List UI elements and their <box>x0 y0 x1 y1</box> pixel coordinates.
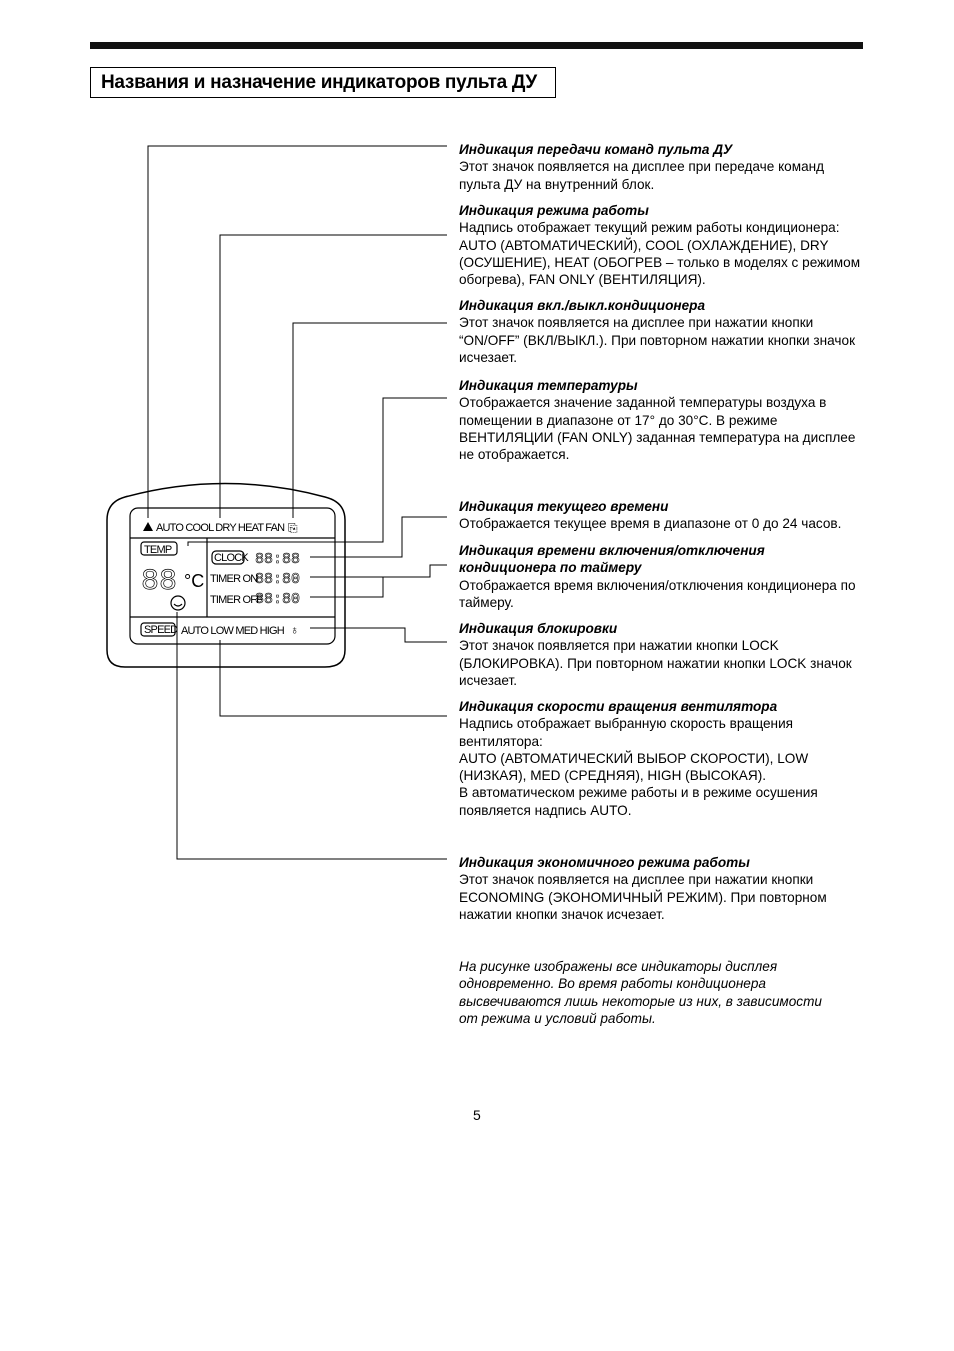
mode-indicators: AUTO COOL DRY HEAT FAN <box>156 522 285 534</box>
item-text: Этот значок появляется на дисплее при передаче команд пульта ДУ на внутренний блок. <box>459 159 825 192</box>
page-number: 5 <box>473 1107 481 1123</box>
item-temperature <box>459 377 869 463</box>
timer-on-digits: 88:80 <box>255 571 301 588</box>
item-timer-text <box>459 577 869 612</box>
item-heading: Индикация экономичного режима работы <box>459 855 750 870</box>
item-heading: Индикация температуры <box>459 378 638 393</box>
item-text: Этот значок появляется при нажатии кнопки LOCK (БЛОКИРОВКА). При повторном нажатии кнопки LOCK значок исчезает. <box>459 638 852 688</box>
temp-label: TEMP <box>144 544 172 556</box>
item-mode <box>459 202 869 288</box>
item-heading: Индикация блокировки <box>459 621 618 636</box>
item-text: Надпись отображает текущий режим работы кондиционера: AUTO (АВТОМАТИЧЕСКИЙ), COOL (ОХЛАЖДЕНИЕ), DRY (ОСУШЕНИЕ), HEAT (ОБОГРЕВ – только в моделях с режимом обогрева), FAN ONLY (ВЕНТИЛЯЦИЯ). <box>459 220 861 288</box>
item-transmit <box>459 141 869 193</box>
lock-icon: ♁ <box>290 623 299 637</box>
clock-digits: 88:88 <box>255 551 301 568</box>
item-heading: Индикация передачи команд пульта ДУ <box>459 142 733 157</box>
leader-lines <box>148 146 447 859</box>
item-text: Этот значок появляется на дисплее при нажатии кнопки “ON/OFF” (ВКЛ/ВЫКЛ.). При повторном нажатии кнопки значок исчезает. <box>459 315 856 365</box>
item-heading: Индикация вкл./выкл.кондиционера <box>459 298 706 313</box>
item-text: Отображается время включения/отключения кондиционера по таймеру. <box>459 578 856 611</box>
item-lock <box>459 620 869 689</box>
timer-off-digits: 88:80 <box>255 591 301 608</box>
page-title: Названия и назначение индикаторов пульта ДУ <box>90 67 556 98</box>
item-heading: Индикация скорости вращения вентилятора <box>459 699 778 714</box>
item-heading: Индикация времени включения/отключения кондиционера по таймеру <box>459 543 765 576</box>
item-fan-speed <box>459 698 869 819</box>
speed-indicators: AUTO LOW MED HIGH <box>181 625 284 637</box>
item-text: AUTO (АВТОМАТИЧЕСКИЙ ВЫБОР СКОРОСТИ), LOW (НИЗКАЯ), MED (СРЕДНЯЯ), HIGH (ВЫСОКАЯ). <box>459 750 809 784</box>
celsius-unit: °C <box>184 571 205 591</box>
onoff-icon: ⎘ <box>288 521 298 535</box>
item-clock <box>459 498 869 533</box>
item-heading: Индикация режима работы <box>459 203 649 218</box>
item-heading: Индикация текущего времени <box>459 499 669 514</box>
item-text: Этот значок появляется на дисплее при нажатии кнопки ECONOMING (ЭКОНОМИЧНЫЙ РЕЖИМ). При повторном нажатии кнопки значок исчезает. <box>459 872 827 922</box>
item-text: Надпись отображает выбранную скорость вращения вентилятора: <box>459 716 794 749</box>
item-onoff <box>459 297 869 366</box>
temp-digits: 88 <box>141 565 178 599</box>
transmit-triangle-icon <box>143 522 153 531</box>
speed-label: SPEED <box>144 624 178 636</box>
item-text: Отображается значение заданной температуры воздуха в помещении в диапазоне от 17° до 30°C. В режиме ВЕНТИЛЯЦИИ (FAN ONLY) заданная температура на дисплее не отображается. <box>459 395 856 463</box>
clock-label: CLOCK <box>214 552 248 564</box>
item-economy <box>459 854 869 923</box>
item-text: Отображается текущее время в диапазоне от 0 до 24 часов. <box>459 516 842 532</box>
timer-on-label: TIMER ON <box>210 573 258 585</box>
item-text: В автоматическом режиме работы и в режиме осушения появляется надпись AUTO. <box>459 785 818 818</box>
timer-off-label: TIMER OFF <box>210 594 263 606</box>
note: На рисунке изображены все индикаторы дисплея одновременно. Во время работы кондиционера высвечиваются лишь некоторые из них, в зависимости от режима и условий работы. <box>459 959 822 1026</box>
item-timer <box>459 542 799 577</box>
